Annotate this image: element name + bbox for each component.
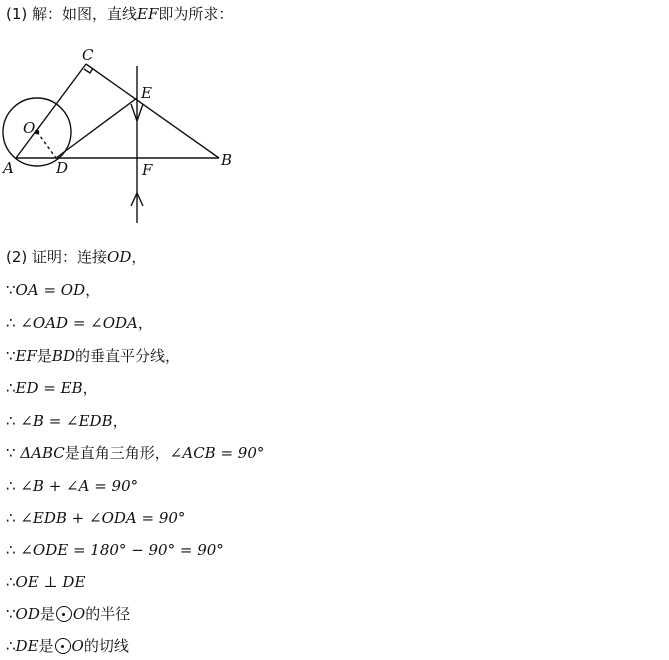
proof-text: 是 [39,605,55,623]
proof-math: EF [15,347,37,365]
segment-cb [86,64,219,158]
therefore-symbol: ∴ [6,412,16,430]
proof-math: DE [15,637,39,655]
because-symbol: ∵ [6,347,16,365]
label-e: E [141,84,152,102]
proof-line-2 [6,313,153,333]
label-f: F [142,161,153,179]
proof-math: O [71,637,84,655]
label-c: C [82,46,94,64]
center-dot-o [35,130,40,135]
proof-text: 是 [38,637,54,655]
proof-math: ΔABC [20,444,65,462]
label-d: D [56,159,69,177]
proof-tail: ， [112,412,128,430]
proof-line-10 [6,572,85,592]
proof-text: 的半径 [85,605,131,623]
therefore-symbol: ∴ [6,314,16,332]
proof-line-12 [6,636,129,656]
proof-math: O [72,605,86,623]
proof-line-9 [6,540,224,560]
part2-head-suffix: ， [131,248,147,266]
proof-text: 是直角三角形， [64,444,170,462]
proof-math: OA = OD [15,281,86,299]
proof-line-1 [6,280,100,300]
circle-dot-icon [55,638,71,654]
therefore-symbol: ∴ [6,509,16,527]
part2-heading [6,247,146,267]
proof-tail: ， [137,314,153,332]
proof-line-5 [6,411,128,431]
because-symbol: ∵ [6,444,16,462]
proof-math: ∠OAD = ∠ODA [20,314,138,332]
segment-od-dashed [37,132,56,158]
proof-math: OD [15,605,40,623]
proof-math: ∠ACB = 90° [169,444,265,462]
label-b: B [221,151,233,169]
proof-math: OE ⊥ DE [15,573,86,591]
part1-var: EF [137,5,159,23]
part1-suffix: 即为所求： [158,5,234,23]
proof-math: BD [51,347,75,365]
because-symbol: ∵ [6,281,16,299]
proof-text: 是 [36,347,52,365]
proof-line-7 [6,476,138,496]
proof-line-4 [6,378,98,398]
proof-math: ∠EDB + ∠ODA = 90° [20,509,186,527]
therefore-symbol: ∴ [6,541,16,559]
proof-math: ∠ODE = 180° − 90° = 90° [20,541,224,559]
label-o: O [23,119,36,137]
proof-line-8 [6,508,185,528]
segment-de [56,98,137,158]
proof-line-3 [6,346,180,366]
therefore-symbol: ∴ [6,379,16,397]
proof-math: ED = EB [15,379,83,397]
proof-tail: ， [82,379,98,397]
label-a: A [3,159,14,177]
circle-dot-icon [56,606,72,622]
proof-text: 的切线 [83,637,129,655]
therefore-symbol: ∴ [6,573,16,591]
proof-math: ∠B = ∠EDB [20,412,113,430]
part1-prefix: (1) 解：如图，直线 [6,5,138,23]
proof-tail: ， [85,281,101,299]
therefore-symbol: ∴ [6,477,16,495]
proof-line-11 [6,604,130,624]
part2-head-prefix: (2) 证明：连接 [6,248,108,266]
therefore-symbol: ∴ [6,637,16,655]
because-symbol: ∵ [6,605,16,623]
part2-head-var: OD [107,248,132,266]
proof-text: 的垂直平分线， [74,347,180,365]
proof-line-6 [6,443,264,463]
proof-math: ∠B + ∠A = 90° [20,477,139,495]
